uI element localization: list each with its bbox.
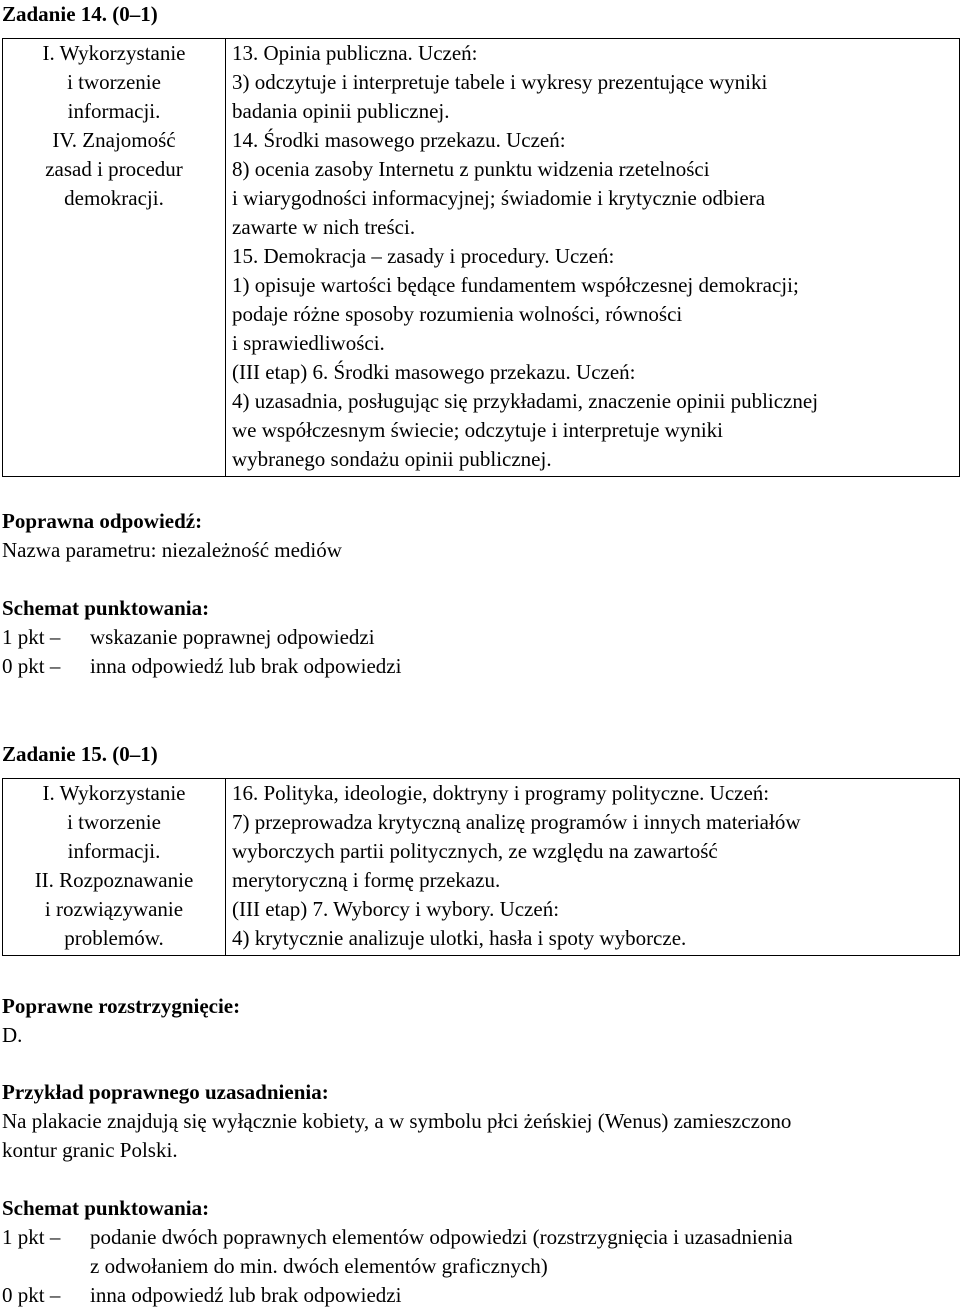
- task-15-justification: [2, 1078, 960, 1165]
- scoring-description: inna odpowiedź lub brak odpowiedzi: [90, 1283, 402, 1307]
- detailed-requirement-line: merytoryczną i formę przekazu.: [232, 868, 501, 892]
- resolution-text: D.: [2, 1023, 23, 1047]
- justification-line: kontur granic Polski.: [2, 1138, 178, 1162]
- detailed-requirement-line: 1) opisuje wartości będące fundamentem współczesnej demokracji;: [232, 273, 799, 297]
- answer-heading: Poprawna odpowiedź:: [2, 509, 203, 533]
- scoring-description: z odwołaniem do min. dwóch elementów graficznych): [90, 1254, 548, 1278]
- task-14-title: Zadanie 14. (0–1): [2, 2, 158, 26]
- detailed-requirement-line: 15. Demokracja – zasady i procedury. Uczeń:: [232, 244, 615, 268]
- general-requirement-line: I. Wykorzystanie: [42, 781, 186, 805]
- detailed-requirement-line: badania opinii publicznej.: [232, 99, 450, 123]
- resolution-heading: Poprawne rozstrzygnięcie:: [2, 994, 241, 1018]
- general-requirement-line: II. Rozpoznawanie: [34, 868, 194, 892]
- task-14-section: [2, 0, 960, 477]
- general-requirement-line: demokracji.: [64, 186, 164, 210]
- scoring-description: podanie dwóch poprawnych elementów odpowiedzi (rozstrzygnięcia i uzasadnienia: [90, 1225, 793, 1249]
- scoring-points: 1 pkt –: [2, 625, 61, 649]
- detailed-requirement-line: zawarte w nich treści.: [232, 215, 416, 239]
- detailed-requirement-line: 13. Opinia publiczna. Uczeń:: [232, 41, 478, 65]
- detailed-requirement-line: wyborczych partii politycznych, ze względu na zawartość: [232, 839, 718, 863]
- scoring-heading: Schemat punktowania:: [2, 596, 210, 620]
- scoring-points: 1 pkt –: [2, 1225, 61, 1249]
- scoring-description: inna odpowiedź lub brak odpowiedzi: [90, 654, 402, 678]
- general-requirement-line: i rozwiązywanie: [44, 897, 184, 921]
- scoring-points: 0 pkt –: [2, 654, 61, 678]
- detailed-requirement-line: 8) ocenia zasoby Internetu z punktu widzenia rzetelności: [232, 157, 710, 181]
- task-15-title: Zadanie 15. (0–1): [2, 742, 158, 766]
- task-14-scoring: [2, 594, 960, 681]
- detailed-requirement-line: 4) uzasadnia, posługując się przykładami, znaczenie opinii publicznej: [232, 389, 819, 413]
- task-15-scoring: [2, 1194, 960, 1310]
- task-14-detailed-requirements: [226, 39, 960, 477]
- task-15-resolution: [2, 992, 240, 1050]
- task-14-answer: [2, 507, 342, 565]
- detailed-requirement-line: (III etap) 7. Wyborcy i wybory. Uczeń:: [232, 897, 560, 921]
- general-requirement-line: zasad i procedur: [45, 157, 183, 181]
- task-15-general-requirements: [3, 779, 226, 956]
- scoring-description: wskazanie poprawnej odpowiedzi: [90, 625, 375, 649]
- justification-line: Na plakacie znajdują się wyłącznie kobiety, a w symbolu płci żeńskiej (Wenus) zamieszczono: [2, 1109, 792, 1133]
- scoring-heading: Schemat punktowania:: [2, 1196, 210, 1220]
- scoring-row: [2, 1223, 960, 1281]
- task-15-requirements-table: [2, 778, 960, 956]
- detailed-requirement-line: 7) przeprowadza krytyczną analizę programów i innych materiałów: [232, 810, 801, 834]
- scoring-row: [2, 623, 960, 652]
- answer-text: Nazwa parametru: niezależność mediów: [2, 538, 342, 562]
- general-requirement-line: IV. Znajomość: [52, 128, 176, 152]
- detailed-requirement-line: 4) krytycznie analizuje ulotki, hasła i spoty wyborcze.: [232, 926, 687, 950]
- detailed-requirement-line: 16. Polityka, ideologie, doktryny i programy polityczne. Uczeń:: [232, 781, 770, 805]
- scoring-row: [2, 1281, 960, 1310]
- detailed-requirement-line: podaje różne sposoby rozumienia wolności, równości: [232, 302, 683, 326]
- justification-heading: Przykład poprawnego uzasadnienia:: [2, 1080, 329, 1104]
- general-requirement-line: informacji.: [67, 839, 161, 863]
- scoring-points: 0 pkt –: [2, 1283, 61, 1307]
- task-14-general-requirements: [3, 39, 226, 477]
- detailed-requirement-line: wybranego sondażu opinii publicznej.: [232, 447, 552, 471]
- detailed-requirement-line: 3) odczytuje i interpretuje tabele i wykresy prezentujące wyniki: [232, 70, 768, 94]
- detailed-requirement-line: i wiarygodności informacyjnej; świadomie i krytycznie odbiera: [232, 186, 766, 210]
- detailed-requirement-line: 14. Środki masowego przekazu. Uczeń:: [232, 128, 566, 152]
- general-requirement-line: I. Wykorzystanie: [42, 41, 186, 65]
- general-requirement-line: problemów.: [64, 926, 164, 950]
- detailed-requirement-line: i sprawiedliwości.: [232, 331, 385, 355]
- general-requirement-line: informacji.: [67, 99, 161, 123]
- task-14-requirements-table: [2, 38, 960, 477]
- task-15-detailed-requirements: [226, 779, 960, 956]
- general-requirement-line: i tworzenie: [67, 810, 161, 834]
- general-requirement-line: i tworzenie: [67, 70, 161, 94]
- detailed-requirement-line: we współczesnym świecie; odczytuje i interpretuje wyniki: [232, 418, 724, 442]
- task-15-section: [2, 740, 960, 956]
- detailed-requirement-line: (III etap) 6. Środki masowego przekazu. Uczeń:: [232, 360, 636, 384]
- scoring-row: [2, 652, 960, 681]
